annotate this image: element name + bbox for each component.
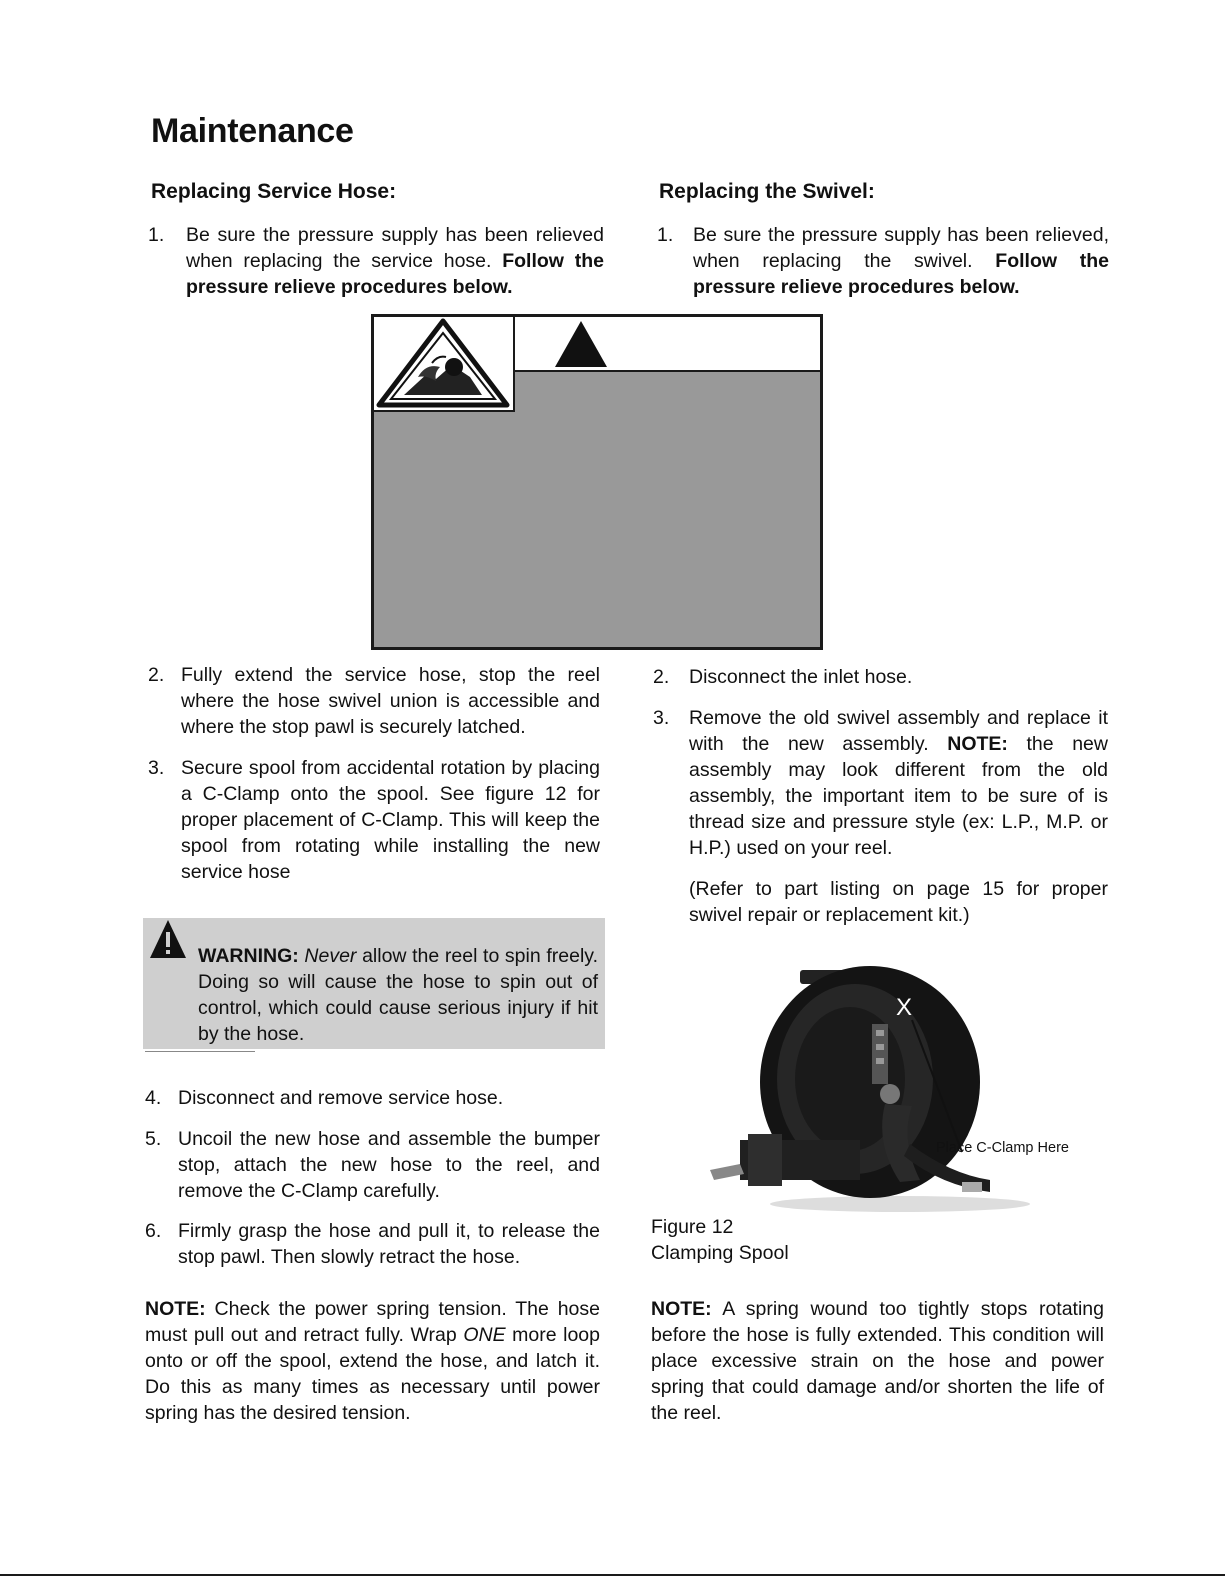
service-hose-step-1 bbox=[148, 222, 604, 300]
figure-caption bbox=[651, 1214, 789, 1266]
warning-body: allow the reel to spin freely. Doing so will cause the hose to spin out of control, which could cause serious injury if hit by the hose. bbox=[198, 945, 598, 1045]
clamp-marker: X bbox=[896, 994, 913, 1021]
step-text: Firmly grasp the hose and pull it, to release the stop pawl. Then slowly retract the hose. bbox=[178, 1220, 600, 1268]
step-bold-text: Follow the pressure relieve procedures below. bbox=[693, 250, 1110, 298]
step-number: 4. bbox=[145, 1087, 162, 1109]
page-title: Maintenance bbox=[151, 112, 354, 150]
step-text: Disconnect the inlet hose. bbox=[689, 666, 913, 688]
step-text: Uncoil the new hose and assemble the bumper stop, attach the new hose to the reel, and remove the C-Clamp carefully. bbox=[178, 1128, 600, 1202]
section-heading-service-hose: Replacing Service Hose: bbox=[151, 180, 397, 203]
step-number: 3. bbox=[148, 757, 165, 779]
hose-reel-photo bbox=[700, 964, 1080, 1214]
step-text: Be sure the pressure supply has been relieved when replacing the service hose. bbox=[186, 224, 604, 272]
step-number: 1. bbox=[657, 224, 674, 246]
swivel-step-3 bbox=[653, 705, 1108, 861]
step-number: 6. bbox=[145, 1220, 162, 1242]
step-text: Be sure the pressure supply has been relieved, when replacing the swivel. bbox=[693, 224, 1109, 272]
note-text-2: more loop onto or off the spool, extend the hose, and latch it. Do this as many times as necessary until power spring has the desired tension. bbox=[145, 1324, 600, 1424]
service-hose-step-6 bbox=[145, 1218, 600, 1270]
bottom-rule bbox=[0, 1574, 1225, 1576]
figure-title: Clamping Spool bbox=[651, 1242, 789, 1264]
warning-text bbox=[198, 943, 598, 1047]
hazard-header bbox=[515, 317, 820, 372]
clamp-label: Place C-Clamp Here bbox=[936, 1140, 1069, 1156]
refer-note: (Refer to part listing on page 15 for proper swivel repair or replacement kit.) bbox=[689, 878, 1108, 926]
divider bbox=[145, 1051, 255, 1052]
step-number: 3. bbox=[653, 707, 670, 729]
hazard-warning-box bbox=[371, 314, 823, 650]
pressure-hazard-icon bbox=[374, 317, 513, 410]
section-heading-swivel: Replacing the Swivel: bbox=[659, 180, 875, 203]
step-text: Remove the old swivel assembly and replace it with the new assembly. bbox=[689, 707, 1108, 755]
service-hose-step-2 bbox=[148, 662, 600, 740]
note-text: A spring wound too tightly stops rotating before the hose is fully extended. This condition will place excessive strain on the hose and power spring that could damage and/or shorten the life of the reel. bbox=[651, 1298, 1104, 1424]
swivel-step-2 bbox=[653, 664, 1108, 690]
note-emphasis: ONE bbox=[463, 1324, 506, 1346]
step-text-2: the new assembly may look different from the old assembly, the important item to be sure of is thread size and pressure style (ex: L.P., M.P. or H.P.) used on your reel. bbox=[689, 733, 1108, 859]
warning-emphasis: Never bbox=[304, 945, 357, 967]
service-hose-step-3 bbox=[148, 755, 600, 885]
swivel-note bbox=[651, 1296, 1104, 1426]
step-number: 2. bbox=[653, 666, 670, 688]
service-hose-step-5 bbox=[145, 1126, 600, 1204]
hazard-pictogram bbox=[374, 317, 515, 412]
warning-callout bbox=[143, 918, 605, 1049]
warning-exclamation-icon bbox=[148, 918, 192, 960]
figure-number: Figure 12 bbox=[651, 1216, 734, 1238]
step-bold-text: Follow the pressure relieve procedures below. bbox=[186, 250, 605, 298]
step-text: Disconnect and remove service hose. bbox=[178, 1087, 504, 1109]
note-text-1: Check the power spring tension. The hose must pull out and retract fully. Wrap bbox=[145, 1298, 600, 1346]
warning-label: WARNING: bbox=[198, 945, 299, 967]
warning-triangle-icon bbox=[551, 317, 611, 369]
note-label: NOTE: bbox=[145, 1298, 206, 1320]
step-text: Secure spool from accidental rotation by placing a C-Clamp onto the spool. See figure 12 for proper placement of C-Clamp. This will keep the spool from rotating while installing the new service hose bbox=[181, 757, 600, 883]
swivel-step-1 bbox=[657, 222, 1109, 300]
note-label: NOTE: bbox=[947, 733, 1008, 755]
step-number: 5. bbox=[145, 1128, 162, 1150]
step-number: 1. bbox=[148, 224, 165, 246]
step-text: Fully extend the service hose, stop the reel where the hose swivel union is accessible and where the stop pawl is securely latched. bbox=[181, 664, 600, 738]
service-hose-step-4 bbox=[145, 1085, 600, 1111]
service-hose-note bbox=[145, 1296, 600, 1426]
step-number: 2. bbox=[148, 664, 165, 686]
note-label: NOTE: bbox=[651, 1298, 712, 1320]
